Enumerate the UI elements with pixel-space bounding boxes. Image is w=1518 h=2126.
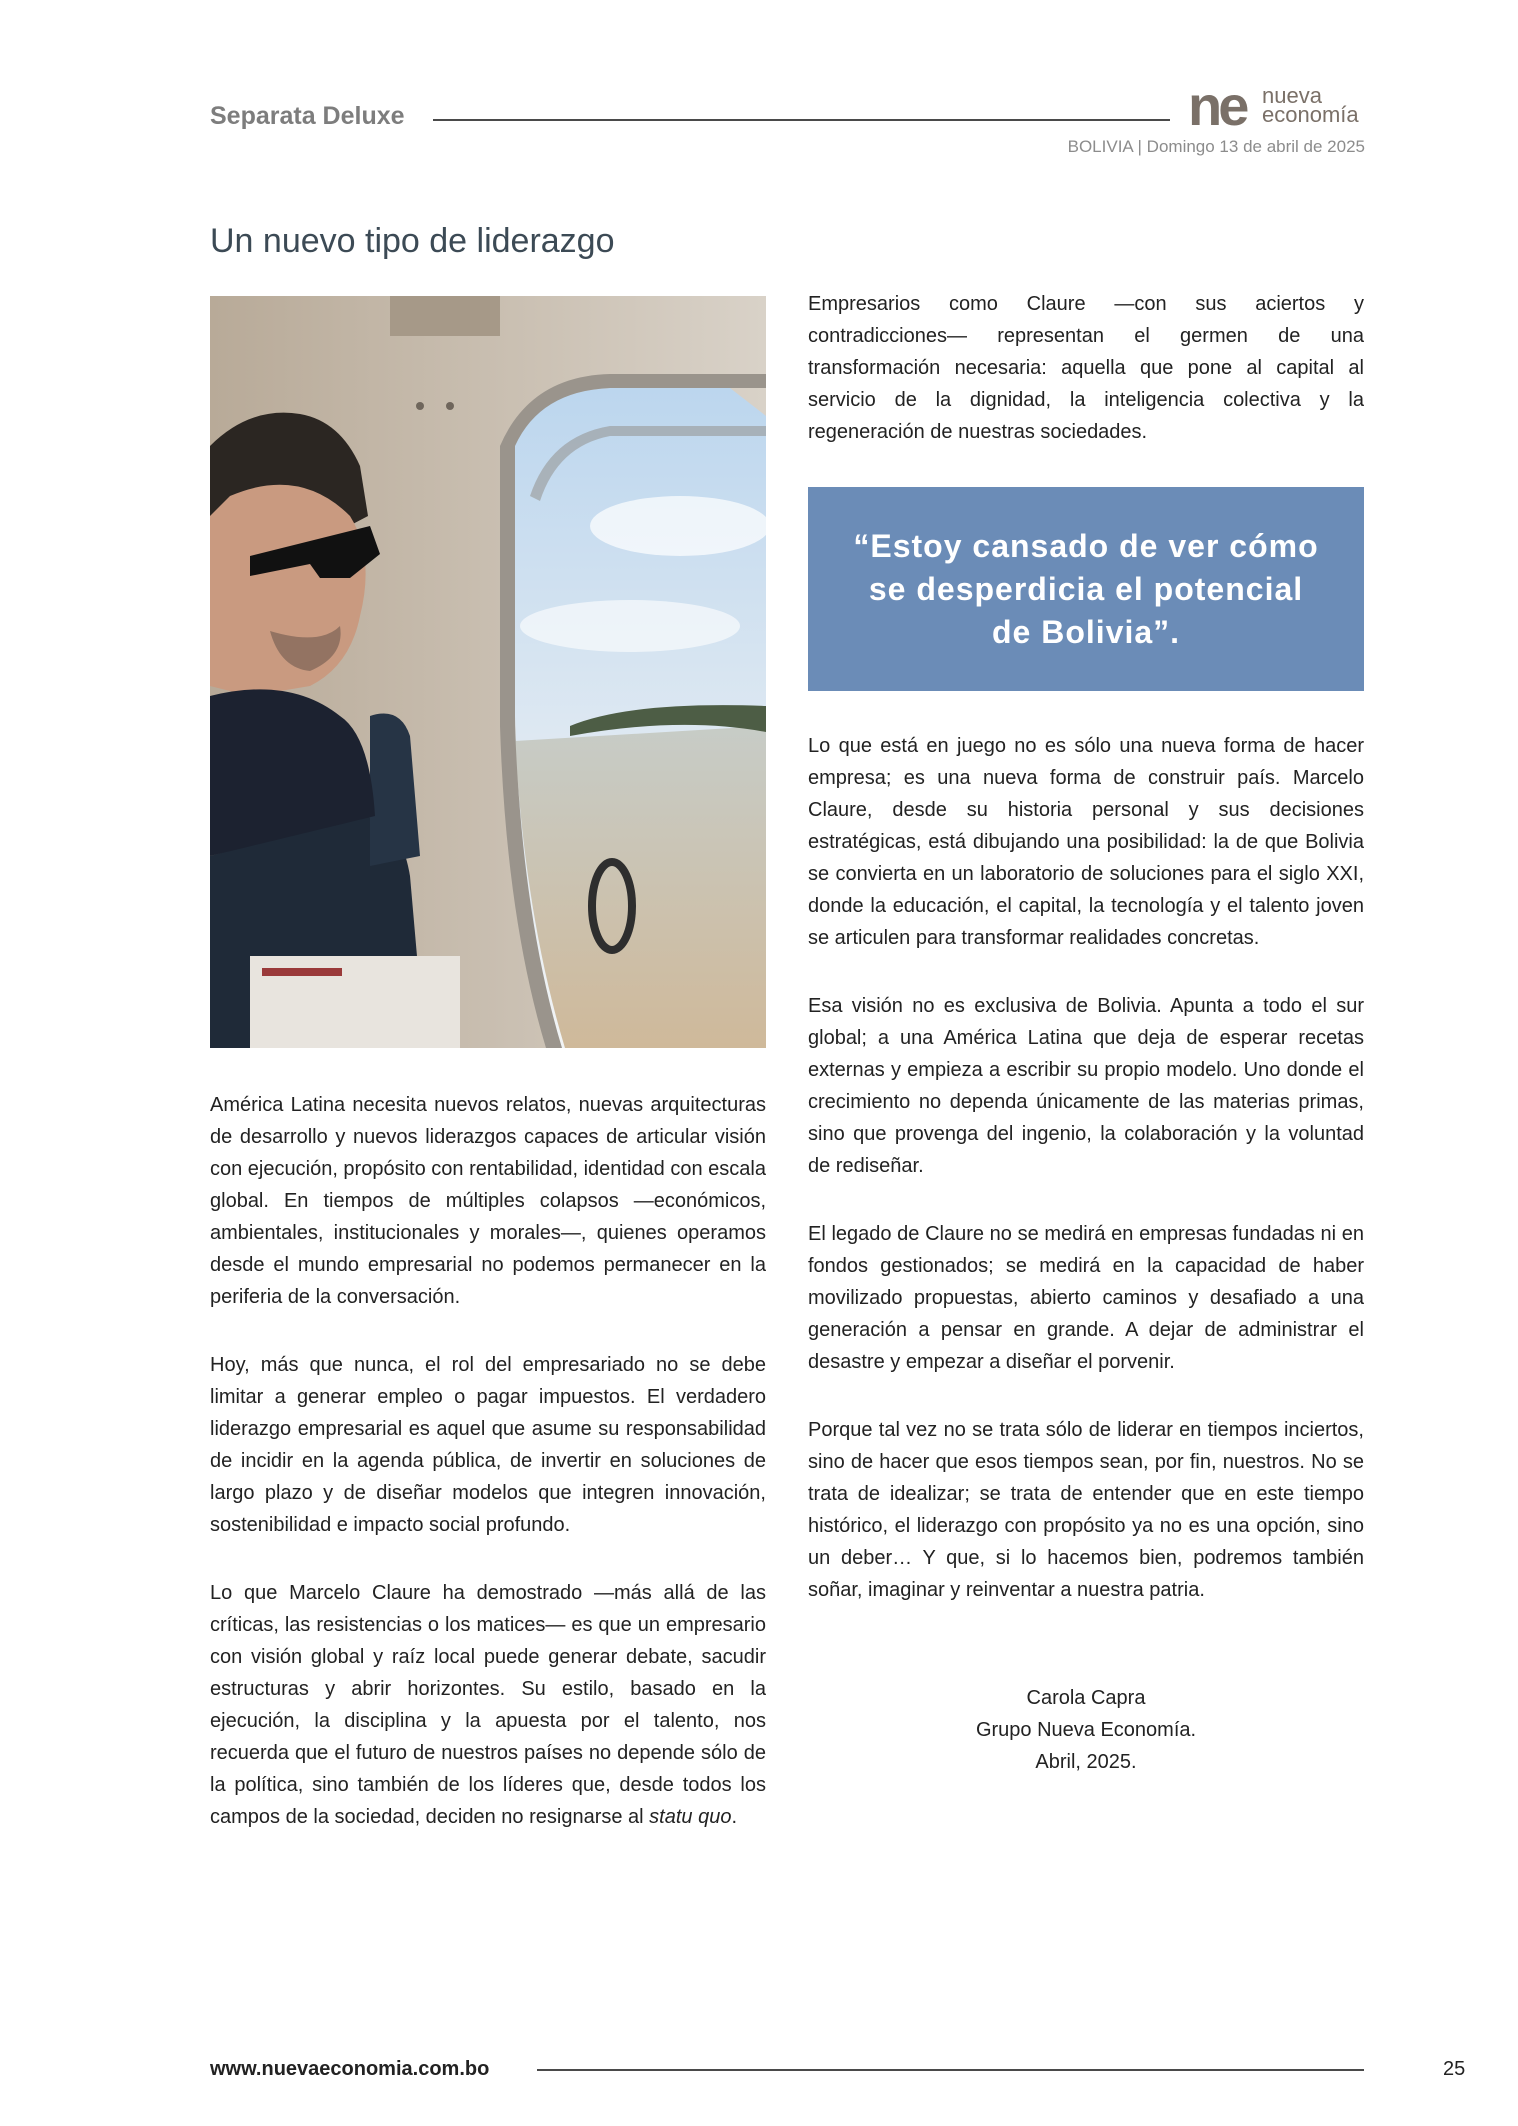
footer-divider	[537, 2069, 1364, 2071]
italic-phrase: statu quo	[649, 1806, 732, 1828]
paragraph-end: .	[731, 1806, 738, 1828]
logo-wordmark	[1262, 83, 1359, 127]
author-name: Carola Capra	[1026, 1687, 1146, 1709]
article-body-right	[808, 730, 1364, 1642]
paragraph: Lo que está en juego no es sólo una nueva forma de hacer empresa; es una nueva forma de construir país. Marcelo Claure, desde su historia personal y sus decisiones estratégicas, está dibujando una posibilidad: la de que Bolivia se convierta en un laboratorio de soluciones para el siglo XXI, donde la educación, el capital, la tecnología y el talento joven se articulen para transformar realidades concretas.	[808, 735, 1364, 949]
paragraph: Hoy, más que nunca, el rol del empresariado no se debe limitar a generar empleo o pagar impuestos. El verdadero liderazgo empresarial es aquel que asume su responsabilidad de incidir en la agenda pública, de invertir en soluciones de largo plazo y de diseñar modelos que integren innovación, sostenibilidad e impacto social profundo.	[210, 1354, 766, 1536]
paragraph-text: Lo que Marcelo Claure ha demostrado —más allá de las críticas, las resistencias o los matices— es que un empresario con visión global y raíz local puede generar debate, sacudir estructuras y abrir horizontes. Su estilo, basado en la ejecución, la disciplina y la apuesta por el talento, nos recuerda que el futuro de nuestros países no depende sólo de la política, sino también de los líderes que, desde todos los campos de la sociedad, deciden no resignarse al	[210, 1582, 766, 1828]
signature-date: Abril, 2025.	[1035, 1751, 1137, 1773]
logo-line-2: economía	[1262, 102, 1359, 127]
header-divider	[433, 119, 1170, 121]
paragraph: América Latina necesita nuevos relatos, nuevas arquitecturas de desarrollo y nuevos liderazgos capaces de articular visión con ejecución, propósito con rentabilidad, identidad con escala global. En tiempos de múltiples colapsos —económicos, ambientales, institucionales y morales—, quienes operamos desde el mundo empresarial no podemos permanecer en la periferia de la conversación.	[210, 1094, 766, 1308]
logo-line-1: nueva	[1262, 83, 1322, 108]
author-signature	[808, 1682, 1364, 1778]
pull-quote-text: “Estoy cansado de ver cómo se desperdicia el potencial de Bolivia”.	[853, 527, 1319, 650]
author-organization: Grupo Nueva Economía.	[975, 1719, 1197, 1741]
paragraph: Porque tal vez no se trata sólo de liderar en tiempos inciertos, sino de hacer que esos tiempos sean, por fin, nuestros. No se trata de idealizar; se trata de entender que en este tiempo histórico, el liderazgo con propósito ya no es una opción, sino un deber… Y que, si lo hacemos bien, podremos también soñar, imaginar y reinventar a nuestra patria.	[808, 1419, 1364, 1601]
article-body-right-top	[808, 288, 1364, 484]
paragraph: El legado de Claure no se medirá en empresas fundadas ni en fondos gestionados; se medirá en la capacidad de haber movilizado propuestas, abierto caminos y desafiado a una generación a pensar en grande. A dejar de administrar el desastre y empezar a diseñar el porvenir.	[808, 1223, 1364, 1373]
photo-man-looking-out-aircraft-window	[210, 296, 766, 1048]
pull-quote	[808, 487, 1364, 691]
article-body-left	[210, 1089, 766, 1869]
article-photo	[210, 296, 766, 1048]
section-label: Separata Deluxe	[210, 102, 405, 130]
paragraph: Esa visión no es exclusiva de Bolivia. Apunta a todo el sur global; a una América Latina que deja de esperar recetas externas y empieza a escribir su propio modelo. Uno donde el crecimiento no dependa únicamente de las materias primas, sino que provenga del ingenio, la colaboración y la voluntad de rediseñar.	[808, 995, 1364, 1177]
paragraph: Empresarios como Claure —con sus aciertos y contradicciones— representan el germen de una transformación necesaria: aquella que pone al capital al servicio de la dignidad, la inteligencia colectiva y la regeneración de nuestras sociedades.	[808, 293, 1364, 443]
logo-mark: ne	[1188, 74, 1246, 137]
footer-website-link[interactable]: www.nuevaeconomia.com.bo	[210, 2058, 490, 2080]
dateline: BOLIVIA | Domingo 13 de abril de 2025	[1067, 137, 1365, 156]
page-number: 25	[1443, 2058, 1466, 2080]
publication-logo[interactable]	[1188, 74, 1368, 137]
paragraph	[210, 1577, 766, 1833]
article-title: Un nuevo tipo de liderazgo	[210, 222, 615, 260]
